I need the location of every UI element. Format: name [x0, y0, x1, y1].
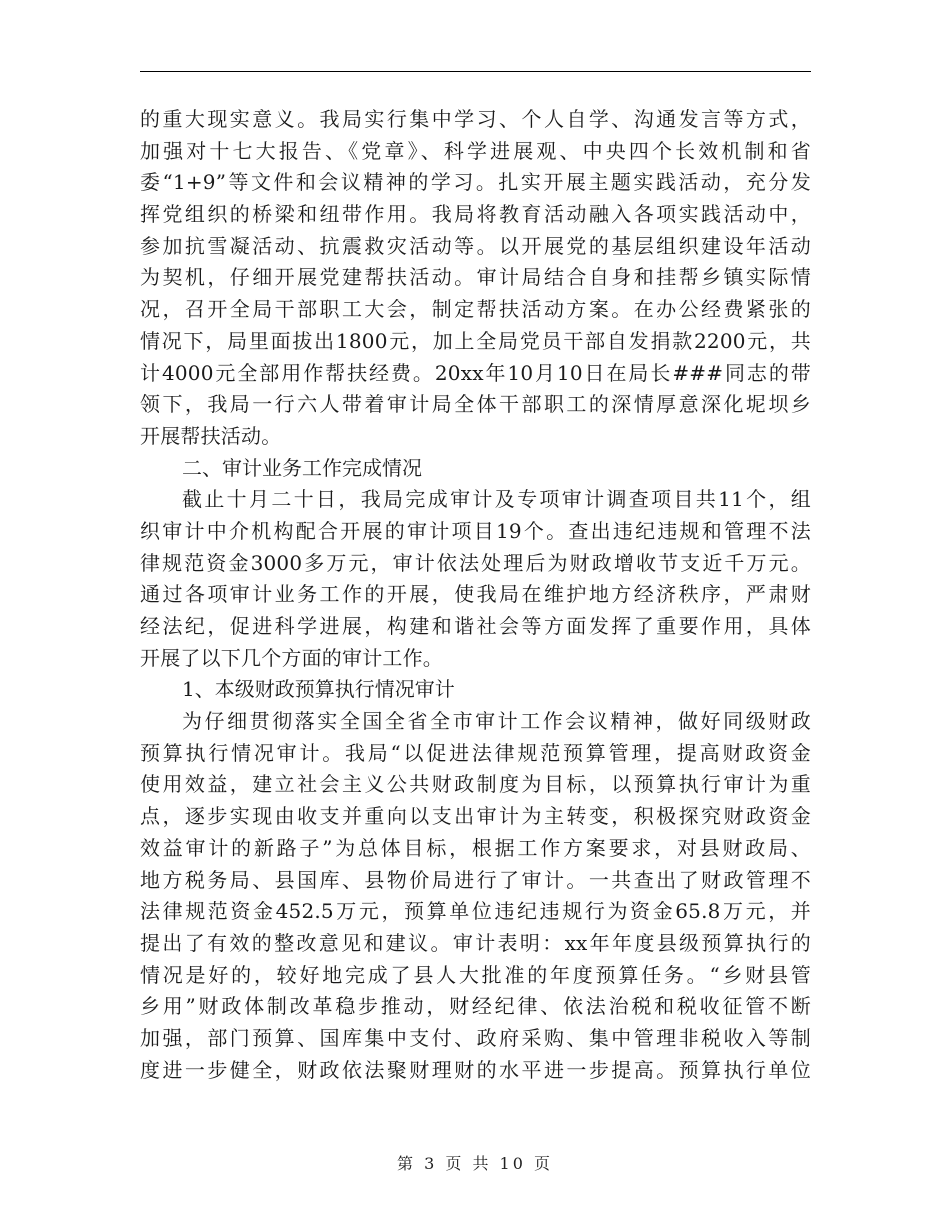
text-line: 点，逐步实现由收支并重向以支出审计为主转变，积极探究财政资金	[140, 804, 811, 829]
header-rule	[140, 71, 811, 72]
text-line: 委“1+9”等文件和会议精神的学习。扎实开展主题实践活动，充分发	[140, 170, 811, 195]
text-line: 乡用”财政体制改革稳步推动，财经纪律、依法治税和税收征管不断	[140, 994, 811, 1019]
text-line: 织审计中介机构配合开展的审计项目19个。查出违纪违规和管理不法	[140, 518, 811, 543]
text-line: 效益审计的新路子”为总体目标，根据工作方案要求，对县财政局、	[140, 835, 811, 860]
text-line: 通过各项审计业务工作的开展，使我局在维护地方经济秩序，严肃财	[140, 582, 811, 607]
text-line: 律规范资金3000多万元，审计依法处理后为财政增收节支近千万元。	[140, 550, 811, 575]
text-line: 领下，我局一行六人带着审计局全体干部职工的深情厚意深化坭坝乡	[140, 392, 811, 417]
section-heading-2: 二、审计业务工作完成情况	[182, 455, 422, 480]
text-line: 为契机，仔细开展党建帮扶活动。审计局结合自身和挂帮乡镇实际情	[140, 265, 811, 290]
text-line: 度进一步健全，财政依法聚财理财的水平进一步提高。预算执行单位	[140, 1057, 811, 1082]
text-line: 情况是好的，较好地完成了县人大批准的年度预算任务。“乡财县管	[140, 962, 811, 987]
paragraph-1	[140, 104, 811, 453]
text-line: 使用效益，建立社会主义公共财政制度为目标，以预算执行审计为重	[140, 772, 811, 797]
text-line: 为仔细贯彻落实全国全省全市审计工作会议精神，做好同级财政	[182, 709, 811, 734]
text-line: 法律规范资金452.5万元，预算单位违纪违规行为资金65.8万元，并	[140, 899, 811, 924]
text-line: 加强，部门预算、国库集中支付、政府采购、集中管理非税收入等制	[140, 1025, 811, 1050]
section-heading-3: 1、本级财政预算执行情况审计	[182, 677, 455, 702]
paragraph-3	[140, 706, 811, 1086]
text-line: 的重大现实意义。我局实行集中学习、个人自学、沟通发言等方式，	[140, 107, 811, 131]
text-line: 提出了有效的整改意见和建议。审计表明：xx年年度县级预算执行的	[140, 930, 811, 955]
text-line: 地方税务局、县国库、县物价局进行了审计。一共查出了财政管理不	[140, 867, 811, 892]
text-line: 经法纪，促进科学进展，构建和谐社会等方面发挥了重要作用，具体	[140, 614, 811, 638]
text-line: 开展了以下几个方面的审计工作。	[140, 645, 443, 670]
text-line: 截止十月二十日，我局完成审计及专项审计调查项目共11个，组	[182, 487, 811, 512]
text-line: 挥党组织的桥梁和纽带作用。我局将教育活动融入各项实践活动中，	[140, 202, 811, 227]
text-line: 计4000元全部用作帮扶经费。20xx年10月10日在局长###同志的带	[140, 360, 811, 385]
text-line: 加强对十七大报告、《党章》、科学进展观、中央四个长效机制和省	[140, 138, 811, 163]
text-line: 参加抗雪凝活动、抗震救灾活动等。以开展党的基层组织建设年活动	[140, 233, 811, 258]
text-line: 预算执行情况审计。我局“以促进法律规范预算管理，提高财政资金	[140, 740, 811, 765]
text-line: 开展帮扶活动。	[140, 423, 282, 448]
text-line: 况，召开全局干部职工大会，制定帮扶活动方案。在办公经费紧张的	[140, 297, 811, 322]
paragraph-2	[140, 484, 811, 674]
text-line: 情况下，局里面拔出1800元，加上全局党员干部自发捐款2200元，共	[140, 328, 811, 353]
document-body	[140, 104, 811, 1086]
page-number-footer: 第 3 页 共 10 页	[397, 1154, 553, 1173]
